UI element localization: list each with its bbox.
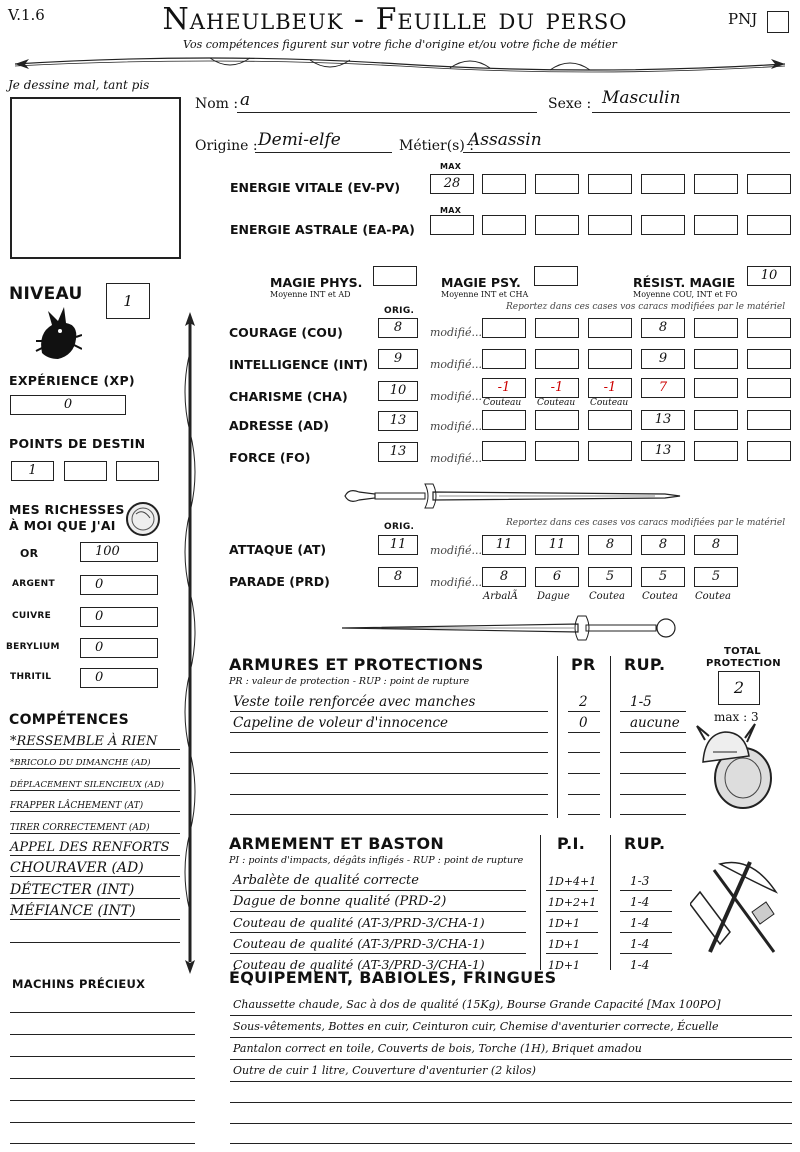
armement-divider: [540, 835, 541, 970]
destin-box-3[interactable]: [116, 461, 159, 481]
carac-mod-box[interactable]: -1: [482, 378, 526, 398]
armure-line: [230, 711, 548, 712]
competence-item[interactable]: DÉPLACEMENT SILENCIEUX (AD): [10, 780, 180, 791]
modifie-label: modifié...: [430, 544, 482, 557]
carac-mod-box[interactable]: [482, 410, 526, 430]
arme-line: [620, 890, 672, 891]
destin-box-2[interactable]: [64, 461, 107, 481]
equipement-line[interactable]: Pantalon correct en toile, Couverts de bois, Torche (1H), Briquet amadou: [233, 1042, 642, 1055]
armures-rup-header: RUP.: [624, 655, 666, 674]
carac-mod-box[interactable]: [694, 318, 738, 338]
armure-pr[interactable]: 2: [579, 694, 588, 710]
ev-max-box[interactable]: 28: [430, 174, 474, 194]
carac-label-cou: COURAGE (COU): [229, 325, 343, 340]
armure-line[interactable]: [230, 794, 548, 795]
ea-label: ENERGIE ASTRALE (EA-PA): [230, 222, 415, 237]
carac-mod-box[interactable]: [482, 318, 526, 338]
carac-mod-box[interactable]: [482, 349, 526, 369]
arme-line: [546, 953, 598, 954]
destin-label: POINTS DE DESTIN: [9, 436, 146, 451]
armure-line[interactable]: [230, 814, 548, 815]
machins-line[interactable]: [10, 1143, 195, 1144]
arme-rup[interactable]: 1-4: [630, 937, 650, 951]
carac-mod-box[interactable]: [535, 318, 579, 338]
nom-field[interactable]: a: [240, 90, 251, 110]
machins-title: MACHINS PRÉCIEUX: [12, 977, 146, 991]
magie-psy-label: MAGIE PSY.: [441, 275, 521, 290]
carac-mod-box[interactable]: [588, 441, 632, 461]
experience-label: EXPÉRIENCE (XP): [9, 373, 135, 388]
niveau-box[interactable]: 1: [106, 283, 150, 319]
modifie-label: modifié...: [430, 420, 482, 433]
arme-line: [230, 953, 526, 954]
staff-decoration: [178, 312, 202, 974]
competence-item[interactable]: CHOURAVER (AD): [10, 860, 180, 877]
armure-line: [230, 732, 548, 733]
parade-mod-box[interactable]: 8: [482, 567, 526, 587]
competences-title: COMPÉTENCES: [9, 712, 129, 728]
equipement-line[interactable]: Chaussette chaude, Sac à dos de qualité (15Kg), Bourse Grande Capacité [Max 100PO]: [233, 998, 721, 1011]
berylium-label: BERYLIUM: [6, 642, 60, 652]
machins-line[interactable]: [10, 1078, 195, 1079]
combat-orig-label: ORIG.: [384, 522, 415, 532]
attaque-mod-box[interactable]: 11: [482, 535, 526, 555]
armure-line[interactable]: [620, 752, 686, 753]
arme-line: [620, 932, 672, 933]
arme-pi[interactable]: 1D+1: [548, 959, 581, 972]
equipement-title: ÉQUIPEMENT, BABIOLES, FRINGUES: [229, 968, 557, 987]
origine-field[interactable]: Demi-elfe: [258, 130, 341, 150]
competence-empty-line[interactable]: [10, 942, 180, 943]
equipement-rule: [230, 1037, 792, 1038]
carac-label-int: INTELLIGENCE (INT): [229, 357, 369, 372]
equipement-rule: [230, 1015, 792, 1016]
parade-mod-box[interactable]: 5: [641, 567, 685, 587]
armure-line[interactable]: [568, 814, 600, 815]
parade-mod-box[interactable]: 5: [694, 567, 738, 587]
modifie-label: modifié...: [430, 326, 482, 339]
armures-divider: [610, 656, 611, 818]
dragon-icon: [34, 303, 82, 361]
equipement-rule: [230, 1081, 792, 1082]
carac-orig-cha[interactable]: 10: [378, 381, 418, 401]
metier-field[interactable]: Assassin: [468, 130, 542, 150]
armure-line[interactable]: [568, 752, 600, 753]
armure-name[interactable]: Capeline de voleur d'innocence: [233, 715, 449, 731]
weapon-column-label: Coutea: [642, 591, 679, 602]
carac-label-ad: ADRESSE (AD): [229, 418, 330, 433]
carac-mod-box[interactable]: -1: [535, 378, 579, 398]
armure-rup[interactable]: 1-5: [630, 694, 652, 710]
armement-title: ARMEMENT ET BASTON: [229, 834, 445, 853]
equipement-line[interactable]: Outre de cuir 1 litre, Couverture d'aventurier (2 kilos): [233, 1064, 536, 1077]
total-protection-label-1: TOTAL: [724, 646, 761, 657]
armement-pi-header: P.I.: [557, 834, 586, 853]
armure-line[interactable]: [568, 794, 600, 795]
ea-box[interactable]: [588, 215, 632, 235]
caracs-orig-label: ORIG.: [384, 306, 415, 316]
armure-line[interactable]: [230, 773, 548, 774]
magie-psy-note: Moyenne INT et CHA: [441, 290, 529, 299]
ev-box[interactable]: [641, 174, 685, 194]
sword-decoration: [338, 610, 684, 646]
ev-box[interactable]: [694, 174, 738, 194]
attaque-orig-box[interactable]: 11: [378, 535, 418, 555]
total-protection-label-2: PROTECTION: [706, 658, 781, 669]
richesses-label-2: À MOI QUE J'AI: [9, 518, 116, 533]
modifie-label: modifié...: [430, 358, 482, 371]
cuivre-label: CUIVRE: [12, 611, 52, 621]
ev-label: ENERGIE VITALE (EV-PV): [230, 180, 401, 195]
arme-pi[interactable]: 1D+1: [548, 938, 581, 951]
arme-line: [546, 932, 598, 933]
carac-mod-box[interactable]: [694, 378, 738, 398]
berylium-box[interactable]: 0: [80, 638, 158, 658]
max-protection: max : 3: [714, 710, 759, 724]
arme-pi[interactable]: 1D+1: [548, 917, 581, 930]
carac-mod-box[interactable]: [588, 318, 632, 338]
magie-psy-box[interactable]: [534, 266, 578, 286]
parade-orig-box[interactable]: 8: [378, 567, 418, 587]
carac-mod-box[interactable]: [747, 410, 791, 430]
caracs-note: Reportez dans ces cases vos caracs modifiées par le matériel: [506, 302, 786, 312]
armement-rup-header: RUP.: [624, 834, 666, 853]
pnj-label: PNJ: [728, 10, 758, 28]
machins-line[interactable]: [10, 1034, 195, 1035]
carac-orig-ad[interactable]: 13: [378, 411, 418, 431]
or-label: OR: [20, 547, 39, 560]
competence-item[interactable]: DÉTECTER (INT): [10, 882, 180, 899]
resist-magie-label: RÉSIST. MAGIE: [633, 275, 736, 290]
attaque-mod-box[interactable]: 8: [641, 535, 685, 555]
arme-line: [546, 890, 598, 891]
carac-mod-box[interactable]: [694, 441, 738, 461]
parade-mod-box[interactable]: 5: [588, 567, 632, 587]
competence-item[interactable]: *BRICOLO DU DIMANCHE (AD): [10, 758, 180, 769]
armure-line: [620, 711, 686, 712]
arme-rup[interactable]: 1-4: [630, 958, 650, 972]
weapon-column-label: Coutea: [589, 591, 626, 602]
armure-line[interactable]: [620, 773, 686, 774]
modifie-label: modifié...: [430, 390, 482, 403]
attaque-mod-box[interactable]: 8: [588, 535, 632, 555]
armure-line[interactable]: [620, 814, 686, 815]
magie-phys-label: MAGIE PHYS.: [270, 275, 363, 290]
arme-line: [546, 911, 598, 912]
carac-label-fo: FORCE (FO): [229, 450, 311, 465]
version-label: V.1.6: [8, 6, 45, 24]
thritil-box[interactable]: 0: [80, 668, 158, 688]
carac-mod-box[interactable]: -1: [588, 378, 632, 398]
carac-orig-int[interactable]: 9: [378, 349, 418, 369]
machins-line[interactable]: [10, 1100, 195, 1101]
helmet-shield-icon: [695, 722, 777, 812]
carac-mod-box[interactable]: [535, 410, 579, 430]
carac-mod-box[interactable]: [694, 410, 738, 430]
cha-note: Couteau: [537, 398, 576, 408]
sexe-label: Sexe :: [548, 96, 592, 112]
ev-box[interactable]: [747, 174, 791, 194]
armure-line: [620, 732, 686, 733]
argent-label: ARGENT: [12, 579, 55, 589]
arme-line: [620, 953, 672, 954]
sheet-subtitle: Vos compétences figurent sur votre fiche d'origine et/ou votre fiche de métier: [183, 38, 617, 51]
carac-mod-box[interactable]: [535, 349, 579, 369]
cuivre-box[interactable]: 0: [80, 607, 158, 627]
machins-line[interactable]: [10, 1056, 195, 1057]
ev-box[interactable]: [482, 174, 526, 194]
armure-line[interactable]: [620, 794, 686, 795]
carac-mod-box[interactable]: 13: [641, 410, 685, 430]
sword-decoration: [335, 478, 685, 514]
modifie-label: modifié...: [430, 452, 482, 465]
carac-mod-box[interactable]: [747, 378, 791, 398]
sexe-line: [592, 112, 790, 113]
armement-divider: [610, 835, 611, 970]
ev-box[interactable]: [535, 174, 579, 194]
or-box[interactable]: 100: [80, 542, 158, 562]
argent-box[interactable]: 0: [80, 575, 158, 595]
competence-item[interactable]: FRAPPER LÂCHEMENT (AT): [10, 801, 180, 812]
attaque-mod-box[interactable]: 8: [694, 535, 738, 555]
carac-mod-box[interactable]: [482, 441, 526, 461]
arme-rup[interactable]: 1-4: [630, 916, 650, 930]
armures-title: ARMURES ET PROTECTIONS: [229, 655, 484, 674]
carac-orig-cou[interactable]: 8: [378, 318, 418, 338]
sheet-title: Naheulbeuk - Feuille du perso: [162, 2, 628, 37]
arme-name[interactable]: Couteau de qualité (AT-3/PRD-3/CHA-1): [233, 915, 485, 930]
arme-line: [230, 932, 526, 933]
richesses-label-1: MES RICHESSES: [9, 502, 125, 517]
attaque-mod-box[interactable]: 11: [535, 535, 579, 555]
ea-box[interactable]: [694, 215, 738, 235]
armure-pr[interactable]: 0: [579, 715, 588, 731]
armement-subtitle: PI : points d'impacts, dégâts infligés - RUP : point de rupture: [229, 855, 524, 866]
arme-line: [230, 911, 526, 912]
armures-subtitle: PR : valeur de protection - RUP : point de rupture: [229, 676, 470, 687]
portrait-frame[interactable]: [10, 97, 181, 259]
attaque-label: ATTAQUE (AT): [229, 542, 327, 557]
metier-label: Métier(s) :: [399, 138, 474, 154]
magie-phys-note: Moyenne INT et AD: [270, 290, 351, 299]
carac-mod-box[interactable]: [747, 441, 791, 461]
experience-box[interactable]: 0: [10, 395, 126, 415]
resist-magie-box[interactable]: 10: [747, 266, 791, 286]
ea-max-box[interactable]: [430, 215, 474, 235]
carac-mod-box[interactable]: 13: [641, 441, 685, 461]
carac-mod-box[interactable]: [694, 349, 738, 369]
equipement-line[interactable]: Sous-vêtements, Bottes en cuir, Ceinturon cuir, Chemise d'aventurier correcte, Écuelle: [233, 1020, 719, 1033]
combat-note: Reportez dans ces cases vos caracs modifiées par le matériel: [506, 518, 786, 528]
pnj-checkbox[interactable]: [767, 11, 789, 33]
equipement-rule[interactable]: [230, 1143, 792, 1144]
carac-mod-box[interactable]: [747, 349, 791, 369]
arme-rup[interactable]: 1-3: [630, 874, 650, 888]
arme-rup[interactable]: 1-4: [630, 895, 650, 909]
competence-item[interactable]: *RESSEMBLE À RIEN: [10, 734, 180, 750]
resist-magie-note: Moyenne COU, INT et FO: [633, 290, 738, 299]
armures-pr-header: PR: [571, 655, 596, 674]
arme-name[interactable]: Dague de bonne qualité (PRD-2): [233, 894, 447, 909]
metier-line: [463, 152, 790, 153]
carac-label-cha: CHARISME (CHA): [229, 389, 348, 404]
carac-mod-box[interactable]: [747, 318, 791, 338]
arme-name[interactable]: Couteau de qualité (AT-3/PRD-3/CHA-1): [233, 957, 485, 972]
armure-line: [568, 732, 600, 733]
arme-name[interactable]: Couteau de qualité (AT-3/PRD-3/CHA-1): [233, 936, 485, 951]
machins-line[interactable]: [10, 1122, 195, 1123]
carac-mod-box[interactable]: [535, 441, 579, 461]
equipement-rule[interactable]: [230, 1102, 792, 1103]
carac-mod-box[interactable]: 7: [641, 378, 685, 398]
armure-name[interactable]: Veste toile renforcée avec manches: [233, 694, 476, 710]
competence-item[interactable]: MÉFIANCE (INT): [10, 903, 180, 920]
armure-rup[interactable]: aucune: [630, 715, 680, 731]
parade-label: PARADE (PRD): [229, 574, 330, 589]
nom-line: [237, 112, 537, 113]
arme-line: [620, 911, 672, 912]
coin-icon: [124, 500, 162, 538]
total-protection-box[interactable]: 2: [718, 671, 760, 705]
weapon-column-label: Coutea: [695, 591, 732, 602]
weapon-column-label: ArbalÃ: [483, 591, 518, 602]
weapons-icon: [690, 852, 790, 962]
equipement-rule[interactable]: [230, 1123, 792, 1124]
origine-label: Origine :: [195, 138, 258, 154]
competence-item[interactable]: TIRER CORRECTEMENT (AD): [10, 823, 180, 834]
header-vine-decoration: [10, 48, 790, 78]
armure-line[interactable]: [230, 752, 548, 753]
equipement-rule: [230, 1059, 792, 1060]
destin-box-1[interactable]: 1: [11, 461, 54, 481]
portrait-label: Je dessine mal, tant pis: [8, 78, 150, 92]
ea-box[interactable]: [747, 215, 791, 235]
carac-mod-box[interactable]: 8: [641, 318, 685, 338]
arme-pi[interactable]: 1D+2+1: [548, 896, 597, 909]
carac-mod-box[interactable]: [588, 410, 632, 430]
nom-label: Nom :: [195, 96, 239, 112]
ea-box[interactable]: [641, 215, 685, 235]
competence-item[interactable]: APPEL DES RENFORTS: [10, 840, 180, 856]
ev-box[interactable]: [588, 174, 632, 194]
carac-mod-box[interactable]: [588, 349, 632, 369]
magie-phys-box[interactable]: [373, 266, 417, 286]
origine-line: [255, 152, 392, 153]
arme-line: [230, 890, 526, 891]
ev-max-label: MAX: [440, 162, 462, 171]
arme-pi[interactable]: 1D+4+1: [548, 875, 597, 888]
modifie-label: modifié...: [430, 576, 482, 589]
carac-mod-box[interactable]: 9: [641, 349, 685, 369]
ea-box[interactable]: [535, 215, 579, 235]
carac-orig-fo[interactable]: 13: [378, 442, 418, 462]
ea-box[interactable]: [482, 215, 526, 235]
sexe-field[interactable]: Masculin: [602, 88, 681, 108]
armures-divider: [557, 656, 558, 818]
machins-line[interactable]: [10, 1012, 195, 1013]
weapon-column-label: Dague: [537, 591, 570, 602]
thritil-label: THRITIL: [10, 672, 52, 682]
cha-note: Couteau: [590, 398, 629, 408]
niveau-label: NIVEAU: [9, 284, 83, 304]
armure-line[interactable]: [568, 773, 600, 774]
armure-line: [568, 711, 600, 712]
parade-mod-box[interactable]: 6: [535, 567, 579, 587]
cha-note: Couteau: [483, 398, 522, 408]
arme-name[interactable]: Arbalète de qualité correcte: [233, 873, 419, 888]
ea-max-label: MAX: [440, 206, 462, 215]
